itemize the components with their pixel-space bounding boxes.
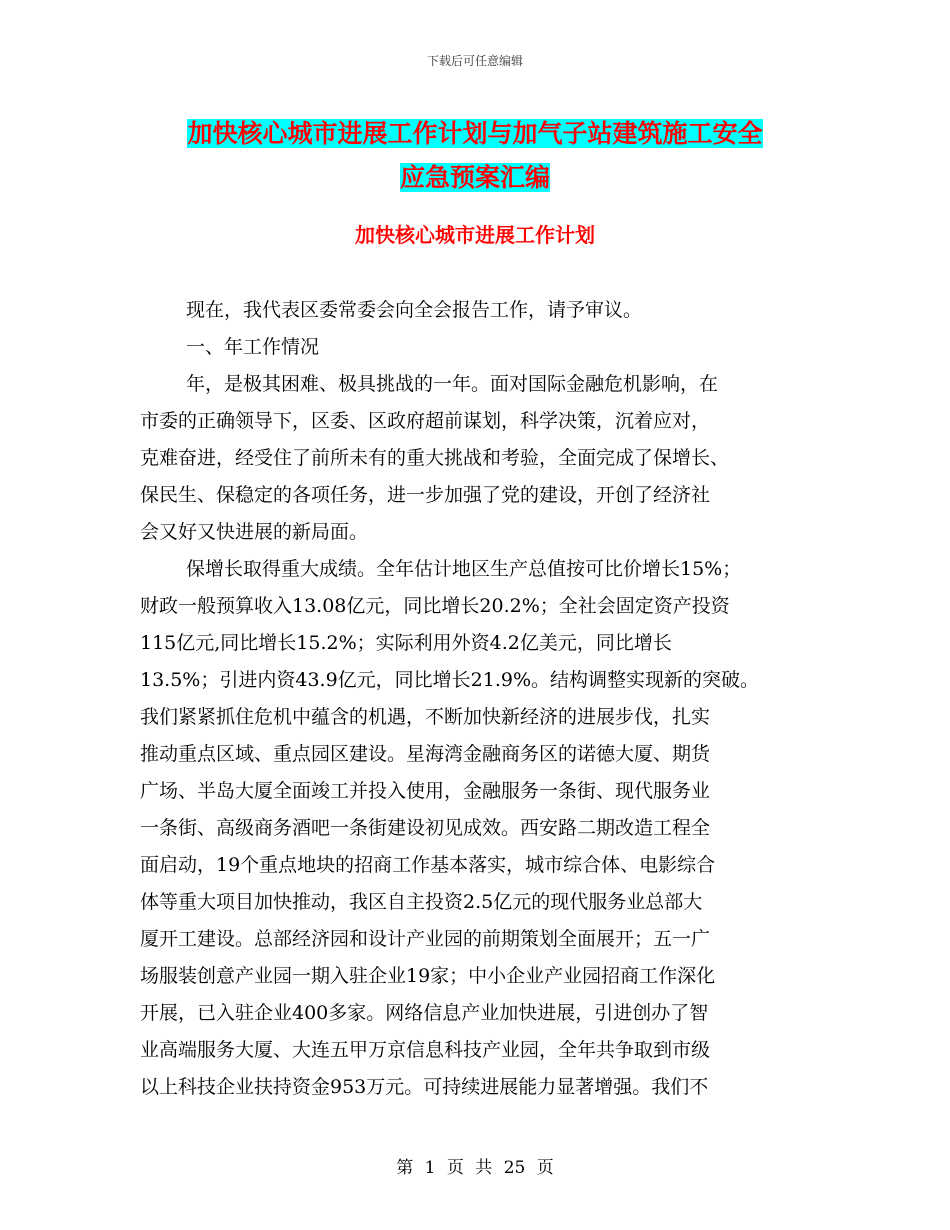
paragraph-line: 场服装创意产业园一期入驻企业19家；中小企业产业园招商工作深化 xyxy=(140,965,716,987)
document-title xyxy=(0,112,950,200)
body-text xyxy=(140,292,830,1106)
paragraph-line: 13.5%；引进内资43.9亿元，同比增长21.9%。结构调整实现新的突破。 xyxy=(140,669,760,691)
paragraph-line: 年，是极其困难、极具挑战的一年。面对国际金融危机影响，在 xyxy=(186,373,719,395)
document-title-line-2 xyxy=(0,156,950,200)
document-title-line-2-text: 应急预案汇编 xyxy=(399,163,550,192)
paragraph-line: 以上科技企业扶持资金953万元。可持续进展能力显著增强。我们不 xyxy=(140,1076,709,1098)
paragraph-line: 会又好又快进展的新局面。 xyxy=(140,521,369,543)
paragraph-line: 面启动，19个重点地块的招商工作基本落实，城市综合体、电影综合 xyxy=(140,854,716,876)
header-note: 下载后可任意编辑 xyxy=(426,54,523,68)
paragraph-line: 财政一般预算收入13.08亿元，同比增长20.2%；全社会固定资产投资 xyxy=(140,595,730,617)
section-title: 加快核心城市进展工作计划 xyxy=(355,223,595,247)
paragraph-line: 115亿元,同比增长15.2%；实际利用外资4.2亿美元，同比增长 xyxy=(140,632,672,654)
paragraph-line: 一、年工作情况 xyxy=(186,336,320,358)
page-footer: 第 1 页 共 25 页 xyxy=(396,1158,554,1178)
paragraph-line: 保增长取得重大成绩。全年估计地区生产总值按可比价增长15%； xyxy=(186,558,742,580)
paragraph-line: 现在，我代表区委常委会向全会报告工作，请予审议。 xyxy=(186,299,643,321)
paragraph-line: 市委的正确领导下，区委、区政府超前谋划，科学决策，沉着应对， xyxy=(140,410,711,432)
paragraph-line: 一条街、高级商务酒吧一条街建设初见成效。西安路二期改造工程全 xyxy=(140,817,711,839)
paragraph-line: 开展，已入驻企业400多家。网络信息产业加快进展，引进创办了智 xyxy=(140,1002,709,1024)
paragraph-line: 业高端服务大厦、大连五甲万京信息科技产业园，全年共争取到市级 xyxy=(140,1039,711,1061)
paragraph-line: 我们紧紧抓住危机中蕴含的机遇，不断加快新经济的进展步伐，扎实 xyxy=(140,706,711,728)
document-title-line-1 xyxy=(0,112,950,156)
paragraph-line: 广场、半岛大厦全面竣工并投入使用，金融服务一条街、现代服务业 xyxy=(140,780,711,802)
paragraph-line: 体等重大项目加快推动，我区自主投资2.5亿元的现代服务业总部大 xyxy=(140,891,703,913)
paragraph-line: 厦开工建设。总部经济园和设计产业园的前期策划全面展开；五一广 xyxy=(140,928,711,950)
paragraph-line: 克难奋进，经受住了前所未有的重大挑战和考验，全面完成了保增长、 xyxy=(140,447,730,469)
paragraph-line: 保民生、保稳定的各项任务，进一步加强了党的建设，开创了经济社 xyxy=(140,484,711,506)
document-title-line-1-text: 加快核心城市进展工作计划与加气子站建筑施工安全 xyxy=(187,119,763,148)
paragraph-line: 推动重点区域、重点园区建设。星海湾金融商务区的诺德大厦、期货 xyxy=(140,743,711,765)
